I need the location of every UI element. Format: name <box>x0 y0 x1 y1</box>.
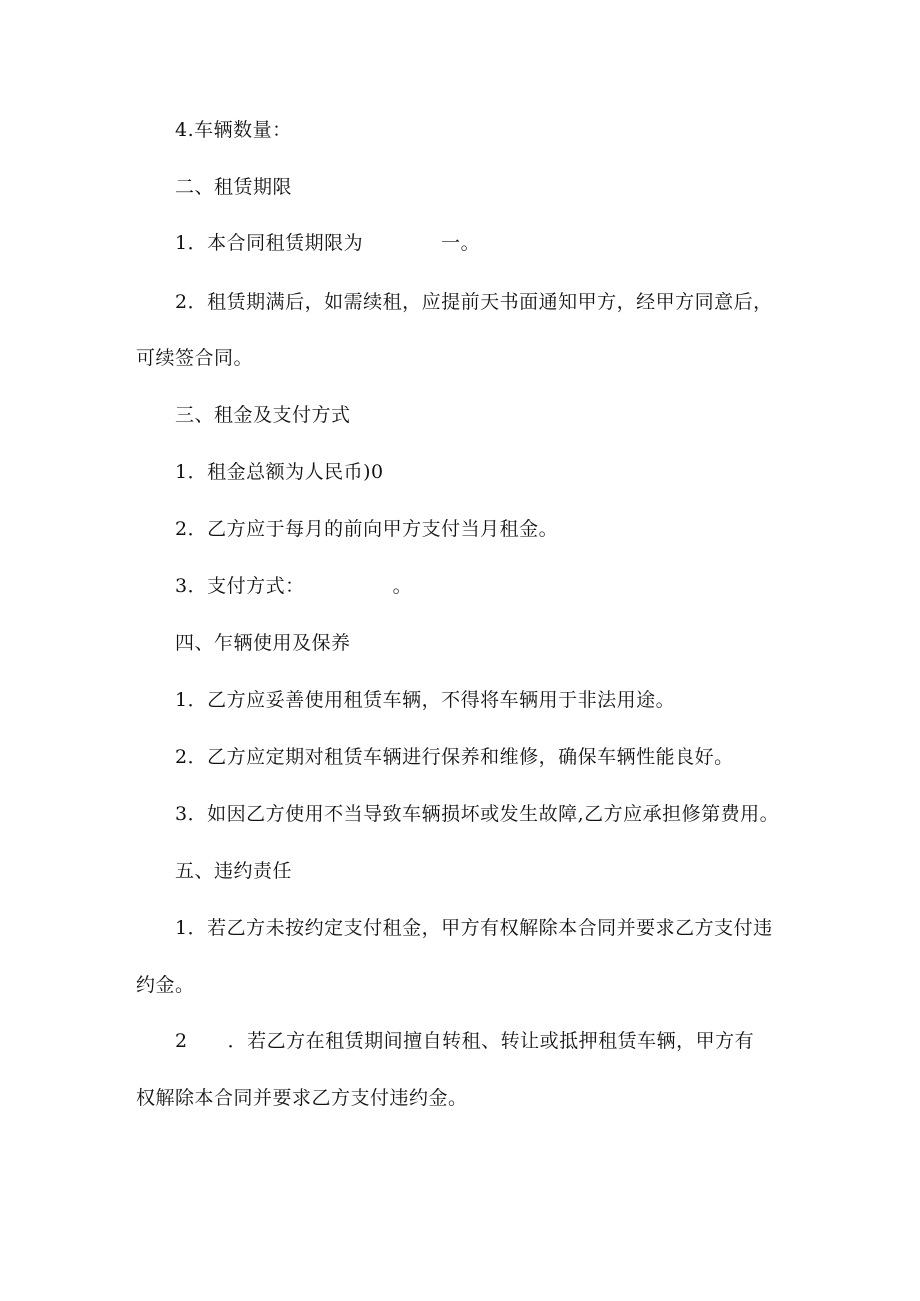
text-line: 二、租赁期限 <box>175 176 293 198</box>
text-line: 2 <box>175 1030 188 1052</box>
section-heading-lease-term <box>175 175 292 199</box>
clause-breach-2 <box>175 1029 754 1053</box>
section-heading-vehicle-use <box>175 631 351 655</box>
text-line: 2．租赁期满后，如需续租，应提前天书面通知甲方，经甲方同意后， <box>175 291 773 313</box>
clause-lease-term-2-cont <box>136 346 253 370</box>
text-line: 一。 <box>441 232 481 254</box>
clause-rent-3 <box>175 574 412 598</box>
text-line: ．若乙方在租赁期间擅自转租、转让或抵押租赁车辆，甲方有 <box>227 1030 755 1052</box>
text-line: 1．本合同租赁期限为 <box>175 232 364 254</box>
text-line: 可续签合同。 <box>136 347 254 369</box>
clause-lease-term-2 <box>175 290 773 314</box>
clause-vehicle-use-2 <box>175 745 734 769</box>
text-line: 约金。 <box>136 974 195 996</box>
text-line: 四、乍辆使用及保养 <box>175 632 351 654</box>
clause-breach-2-cont <box>136 1086 468 1110</box>
text-line: 。 <box>392 575 413 597</box>
clause-vehicle-use-1 <box>175 688 675 712</box>
text-line: 1．租金总额为人民币)0 <box>175 461 384 483</box>
clause-vehicle-use-3 <box>175 802 779 826</box>
text-line: 2．乙方应定期对租赁车辆进行保养和维修，确保车辆性能良好。 <box>175 746 734 768</box>
clause-breach-1-cont <box>136 973 195 997</box>
section-heading-rent-payment <box>175 403 351 427</box>
text-line: 三、租金及支付方式 <box>175 404 351 426</box>
clause-lease-term-1 <box>175 231 480 255</box>
text-line: 权解除本合同并要求乙方支付违约金。 <box>136 1087 468 1109</box>
text-line: 2．乙方应于每月的前向甲方支付当月租金。 <box>175 518 559 540</box>
text-line: 4.车辆数量： <box>175 119 292 141</box>
paragraph-vehicle-count <box>175 118 292 142</box>
text-line: 五、违约责任 <box>175 860 293 882</box>
text-line: 1．乙方应妥善使用租赁车辆，不得将车辆用于非法用途。 <box>175 689 676 711</box>
clause-rent-2 <box>175 517 558 541</box>
text-line: 3．支付方式： <box>175 575 305 597</box>
text-line: 1．若乙方未按约定支付租金，甲方有权解除本合同并要求乙方支付违 <box>175 917 773 939</box>
clause-breach-1 <box>175 916 773 940</box>
text-line: 3．如因乙方使用不当导致车辆损坏或发生故障,乙方应承担修第费用。 <box>175 803 780 825</box>
section-heading-breach <box>175 859 292 883</box>
clause-rent-1 <box>175 460 384 484</box>
